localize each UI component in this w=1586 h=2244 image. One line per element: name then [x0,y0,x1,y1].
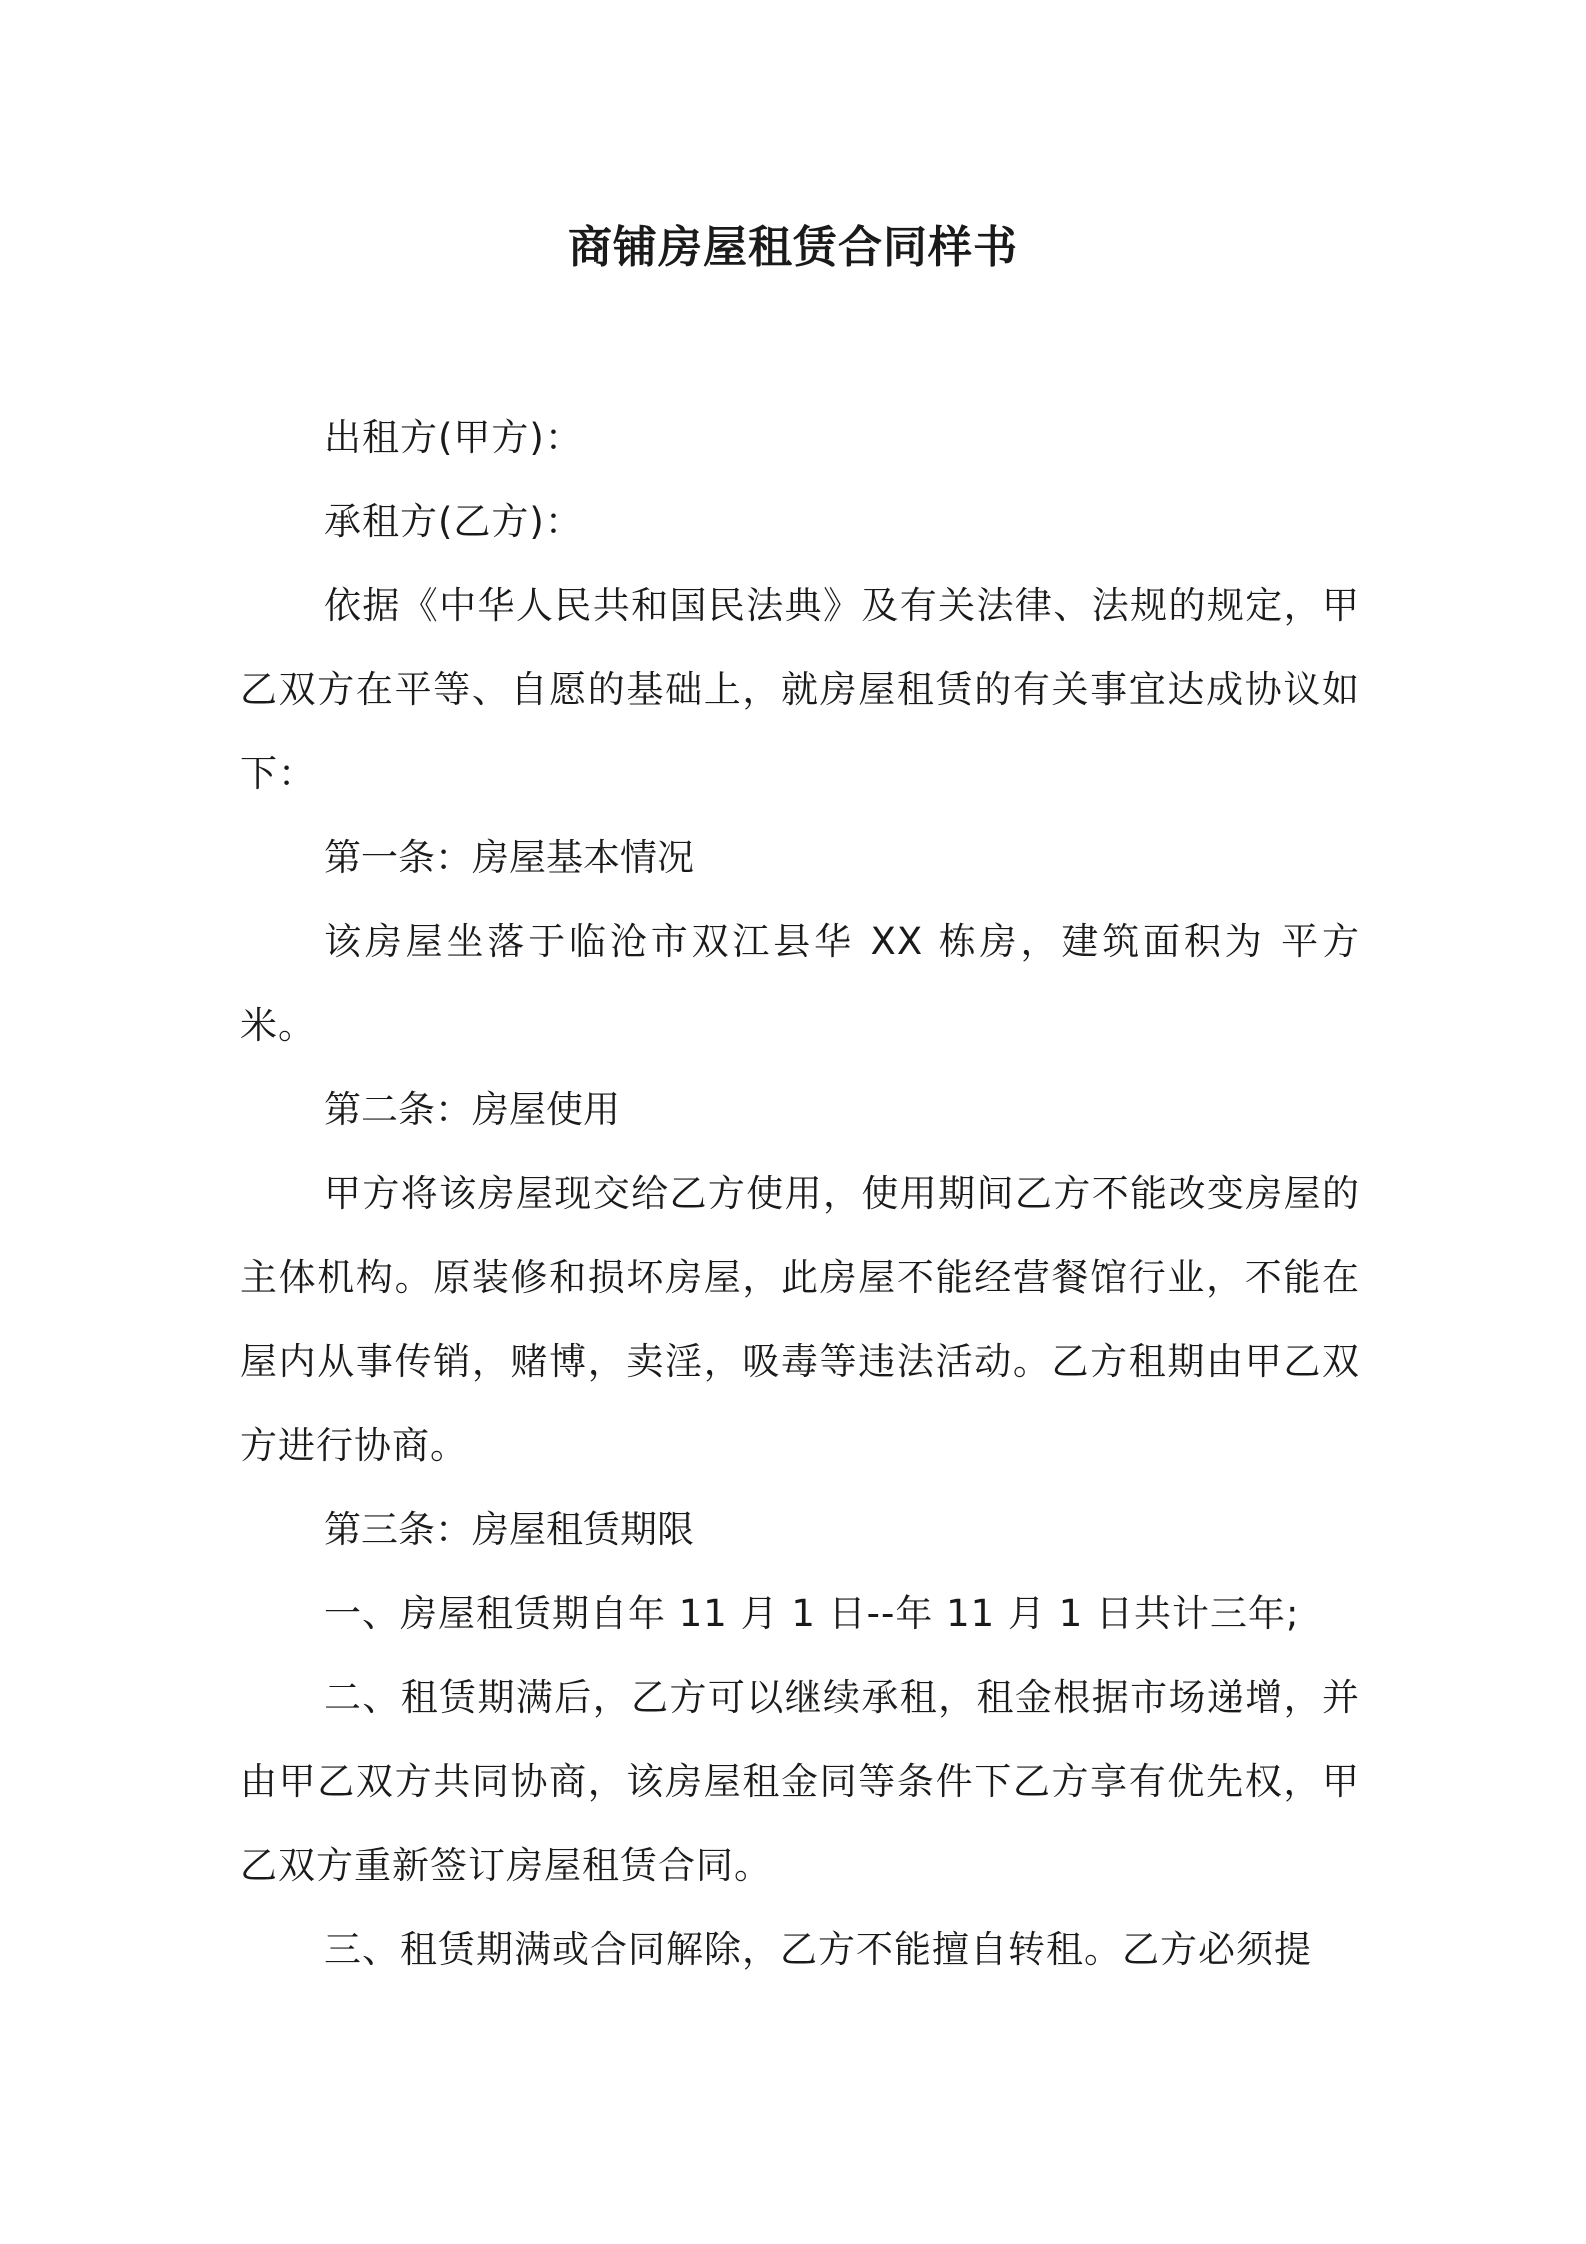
lessor-line: 出租方(甲方)： [324,416,583,459]
lessee-line: 承租方(乙方)： [324,500,583,543]
article-2-heading: 第二条：房屋使用 [324,1088,620,1131]
article-3-heading: 第三条：房屋租赁期限 [324,1508,694,1551]
article-1-paragraph: 该房屋坐落于临沧市双江县华 XX 栋房，建筑面积为 平方米。 [240,920,1360,1047]
article-3-item-2: 二、租赁期满后，乙方可以继续承租，租金根据市场递增，并由甲乙双方共同协商，该房屋租金同等条件下乙方享有优先权，甲乙双方重新签订房屋租赁合同。 [240,1676,1360,1887]
document-title: 商铺房屋租赁合同样书 [568,222,1018,273]
article-2-paragraph: 甲方将该房屋现交给乙方使用，使用期间乙方不能改变房屋的主体机构。原装修和损坏房屋，此房屋不能经营餐馆行业，不能在屋内从事传销，赌博，卖淫，吸毒等违法活动。乙方租期由甲乙双方进行协商。 [240,1172,1360,1467]
intro-paragraph: 依据《中华人民共和国民法典》及有关法律、法规的规定，甲乙双方在平等、自愿的基础上，就房屋租赁的有关事宜达成协议如下： [240,584,1360,795]
article-3-item-1: 一、房屋租赁期自年 11 月 1 日--年 11 月 1 日共计三年; [324,1592,1300,1635]
document-body [240,396,1360,1992]
article-1-heading: 第一条：房屋基本情况 [324,836,694,879]
article-3-item-3: 三、租赁期满或合同解除，乙方不能擅自转租。乙方必须提 [324,1928,1312,1971]
